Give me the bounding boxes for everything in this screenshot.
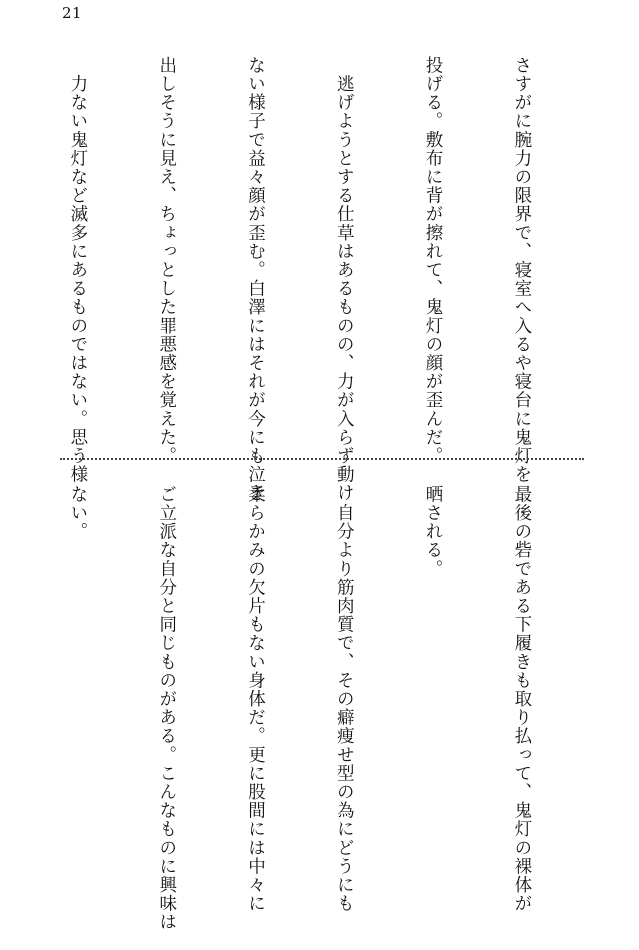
text-line: 力ない鬼灯など滅多にあるものではない。思う様 (67, 56, 88, 484)
bottom-text-block (50, 485, 595, 932)
page-number: 21 (62, 4, 83, 22)
text-line (0, 56, 3, 451)
text-line: ない。 (67, 485, 88, 541)
text-line: 逃げようとする仕草はあるものの、力が入らず動け (334, 56, 355, 503)
text-line: 晒される。 (423, 485, 444, 578)
text-line: 柔らかみの欠片もない身体だ。更に股間には中々に (245, 485, 266, 913)
text-line: 最後の砦である下履きも取り払って、鬼灯の裸体が (511, 485, 532, 913)
text-line: ご立派な自分と同じものがある。こんなものに興味は (156, 485, 177, 932)
top-text-block (50, 56, 595, 503)
text-line: 出しそうに見え、ちょっとした罪悪感を覚えた。 (156, 56, 177, 466)
text-line: さすがに腕力の限界で、寝室へ入るや寝台に鬼灯を (511, 56, 532, 484)
blank-line (0, 485, 3, 880)
section-divider (60, 458, 584, 460)
text-line: ない様子で益々顔が歪む。白澤にはそれが今にも泣き (245, 56, 266, 503)
text-line: 自分より筋肉質で、その癖痩せ型の為にどうにも (334, 485, 355, 913)
text-line: 投げる。敷布に背が擦れて、鬼灯の顔が歪んだ。 (423, 56, 444, 466)
